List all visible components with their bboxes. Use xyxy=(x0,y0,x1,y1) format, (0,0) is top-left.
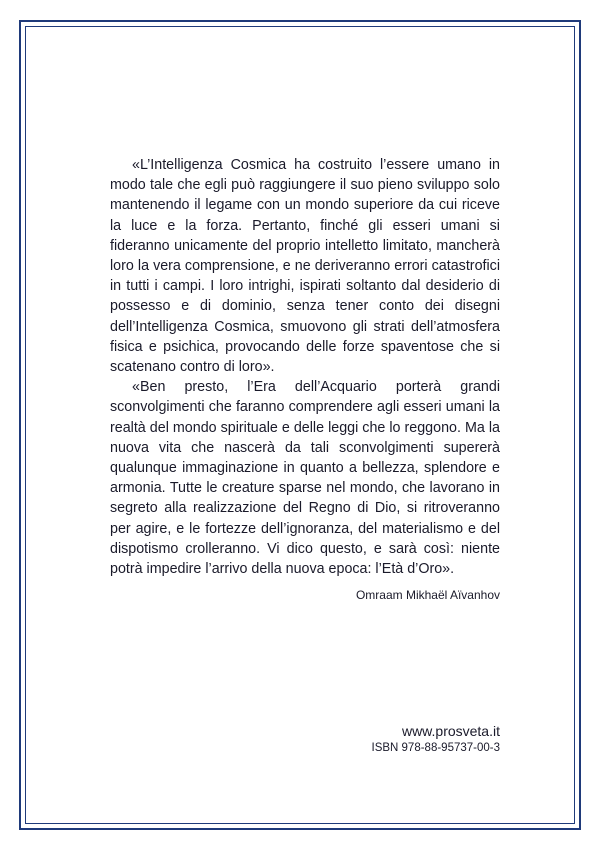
quote-paragraph-2: «Ben presto, l’Era dell’Acquario porterà grandi sconvolgimenti che faranno comprendere agli esseri umani la realtà del mondo spirituale e delle leggi che lo reggono. Ma la nuova vita che nascerà da tali sconvolgimenti supererà qualunque immaginazione in quanto a bellezza, splendore e armonia. Tutte le creature sparse nel mondo, che lavorano in segreto alla realizzazione del Regno di Dio, si ritroveranno per agire, e le fortezze dell’ignoranza, del materialismo e del dispotismo crolleranno. Vi dico questo, e sarà così: niente potrà impedire l’arrivo della nuova epoca: l’Età d’Oro». xyxy=(110,379,500,578)
publisher-website: www.prosveta.it xyxy=(401,723,500,739)
quote-author: Omraam Mikhaël Aïvanhov xyxy=(355,588,500,602)
isbn-number: ISBN 978-88-95737-00-3 xyxy=(371,742,500,754)
quote-paragraph-1: «L’Intelligenza Cosmica ha costruito l’essere umano in modo tale che egli può raggiungere il suo pieno sviluppo solo mantenendo il legame con un mondo superiore da cui riceve la luce e la forza. Pertanto, finché gli esseri umani si fideranno unicamente del proprio intelletto limitato, mancherà loro la vera comprensione, e ne deriveranno errori catastrofici in tutti i campi. I loro intrighi, ispirati soltanto dal desiderio di possesso e di dominio, senza tener conto dei disegni dell’Intelligenza Cosmica, smuovono gli strati dell’atmosfera fisica e psichica, provocando delle forze spaventose che si scatenano contro di loro». xyxy=(110,157,500,376)
quote-text xyxy=(110,155,500,579)
